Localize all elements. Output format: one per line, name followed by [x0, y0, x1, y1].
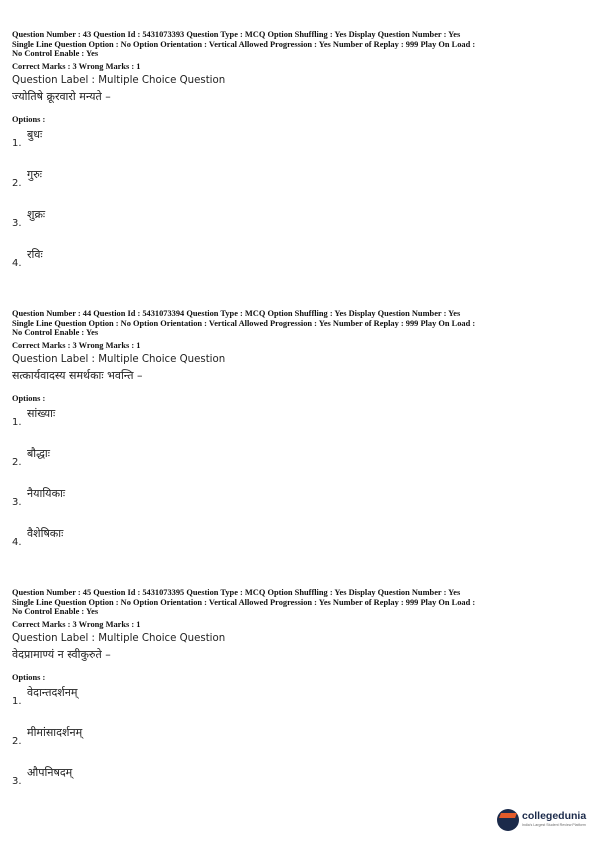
option-3[interactable]	[12, 205, 584, 245]
option-number: 1.	[12, 137, 22, 149]
option-2[interactable]	[12, 165, 584, 205]
marks-info: Correct Marks : 3 Wrong Marks : 1	[12, 61, 141, 71]
option-3[interactable]	[12, 484, 584, 524]
option-number: 2.	[12, 456, 22, 468]
options-heading: Options :	[12, 114, 46, 124]
question-text: वेदप्रामाण्यं न स्वीकुरुते –	[12, 647, 111, 661]
option-text: बौद्धाः	[27, 446, 50, 460]
question-block-45	[12, 588, 584, 803]
question-meta-line1: Question Number : 45 Question Id : 5431073395 Question Type : MCQ Option Shuffling : Yes Display Question Number : Yes	[12, 588, 461, 597]
option-4[interactable]	[12, 245, 584, 285]
option-number: 1.	[12, 695, 22, 707]
option-text: औपनिषदम्	[27, 765, 73, 779]
option-number: 2.	[12, 735, 22, 747]
marks-info: Correct Marks : 3 Wrong Marks : 1	[12, 619, 141, 629]
question-meta-line3: No Control Enable : Yes	[12, 49, 99, 59]
option-1[interactable]	[12, 404, 584, 444]
marks-info: Correct Marks : 3 Wrong Marks : 1	[12, 340, 141, 350]
option-number: 3.	[12, 217, 22, 229]
option-1[interactable]	[12, 683, 584, 723]
question-label: Question Label : Multiple Choice Question	[12, 74, 226, 86]
question-label: Question Label : Multiple Choice Question	[12, 353, 226, 365]
option-3[interactable]	[12, 763, 584, 803]
graduation-cap-icon	[497, 809, 519, 831]
question-meta-line1: Question Number : 43 Question Id : 5431073393 Question Type : MCQ Option Shuffling : Yes Display Question Number : Yes	[12, 30, 461, 39]
question-meta-line3: No Control Enable : Yes	[12, 328, 99, 338]
options-heading: Options :	[12, 393, 46, 403]
question-text: ज्योतिषे क्रूरवारो मन्यते –	[12, 89, 111, 103]
option-text: बुधः	[27, 127, 43, 141]
question-block-44	[12, 309, 584, 564]
question-meta-line1: Question Number : 44 Question Id : 5431073394 Question Type : MCQ Option Shuffling : Yes Display Question Number : Yes	[12, 309, 461, 318]
question-meta-line2: Single Line Question Option : No Option Orientation : Vertical Allowed Progression : Yes Number of Replay : 999 Play On Load :	[12, 597, 476, 607]
option-text: नैयायिकाः	[27, 486, 66, 500]
option-text: गुरुः	[27, 167, 42, 181]
option-number: 3.	[12, 496, 22, 508]
option-2[interactable]	[12, 444, 584, 484]
question-meta-line2: Single Line Question Option : No Option Orientation : Vertical Allowed Progression : Yes Number of Replay : 999 Play On Load :	[12, 39, 476, 49]
question-block-43	[12, 30, 584, 285]
option-text: शुक्रः	[27, 207, 46, 221]
option-number: 3.	[12, 775, 22, 787]
option-1[interactable]	[12, 125, 584, 165]
option-text: मीमांसादर्शनम्	[27, 725, 83, 739]
option-text: सांख्याः	[27, 406, 56, 420]
option-4[interactable]	[12, 524, 584, 564]
option-2[interactable]	[12, 723, 584, 763]
question-label: Question Label : Multiple Choice Question	[12, 632, 226, 644]
option-text: वेदान्तदर्शनम्	[27, 685, 78, 699]
options-heading: Options :	[12, 672, 46, 682]
option-text: वैशेषिकाः	[27, 526, 64, 540]
question-meta-line2: Single Line Question Option : No Option Orientation : Vertical Allowed Progression : Yes Number of Replay : 999 Play On Load :	[12, 318, 476, 328]
logo-tagline: India's Largest Student Review Platform	[522, 823, 586, 827]
option-number: 4.	[12, 257, 22, 269]
option-number: 2.	[12, 177, 22, 189]
option-text: रविः	[27, 247, 43, 261]
option-number: 4.	[12, 536, 22, 548]
question-text: सत्कार्यवादस्य समर्थकाः भवन्ति –	[12, 368, 143, 382]
option-number: 1.	[12, 416, 22, 428]
collegedunia-logo[interactable]	[497, 808, 589, 832]
question-meta-line3: No Control Enable : Yes	[12, 607, 99, 617]
logo-name: collegedunia	[522, 810, 587, 822]
